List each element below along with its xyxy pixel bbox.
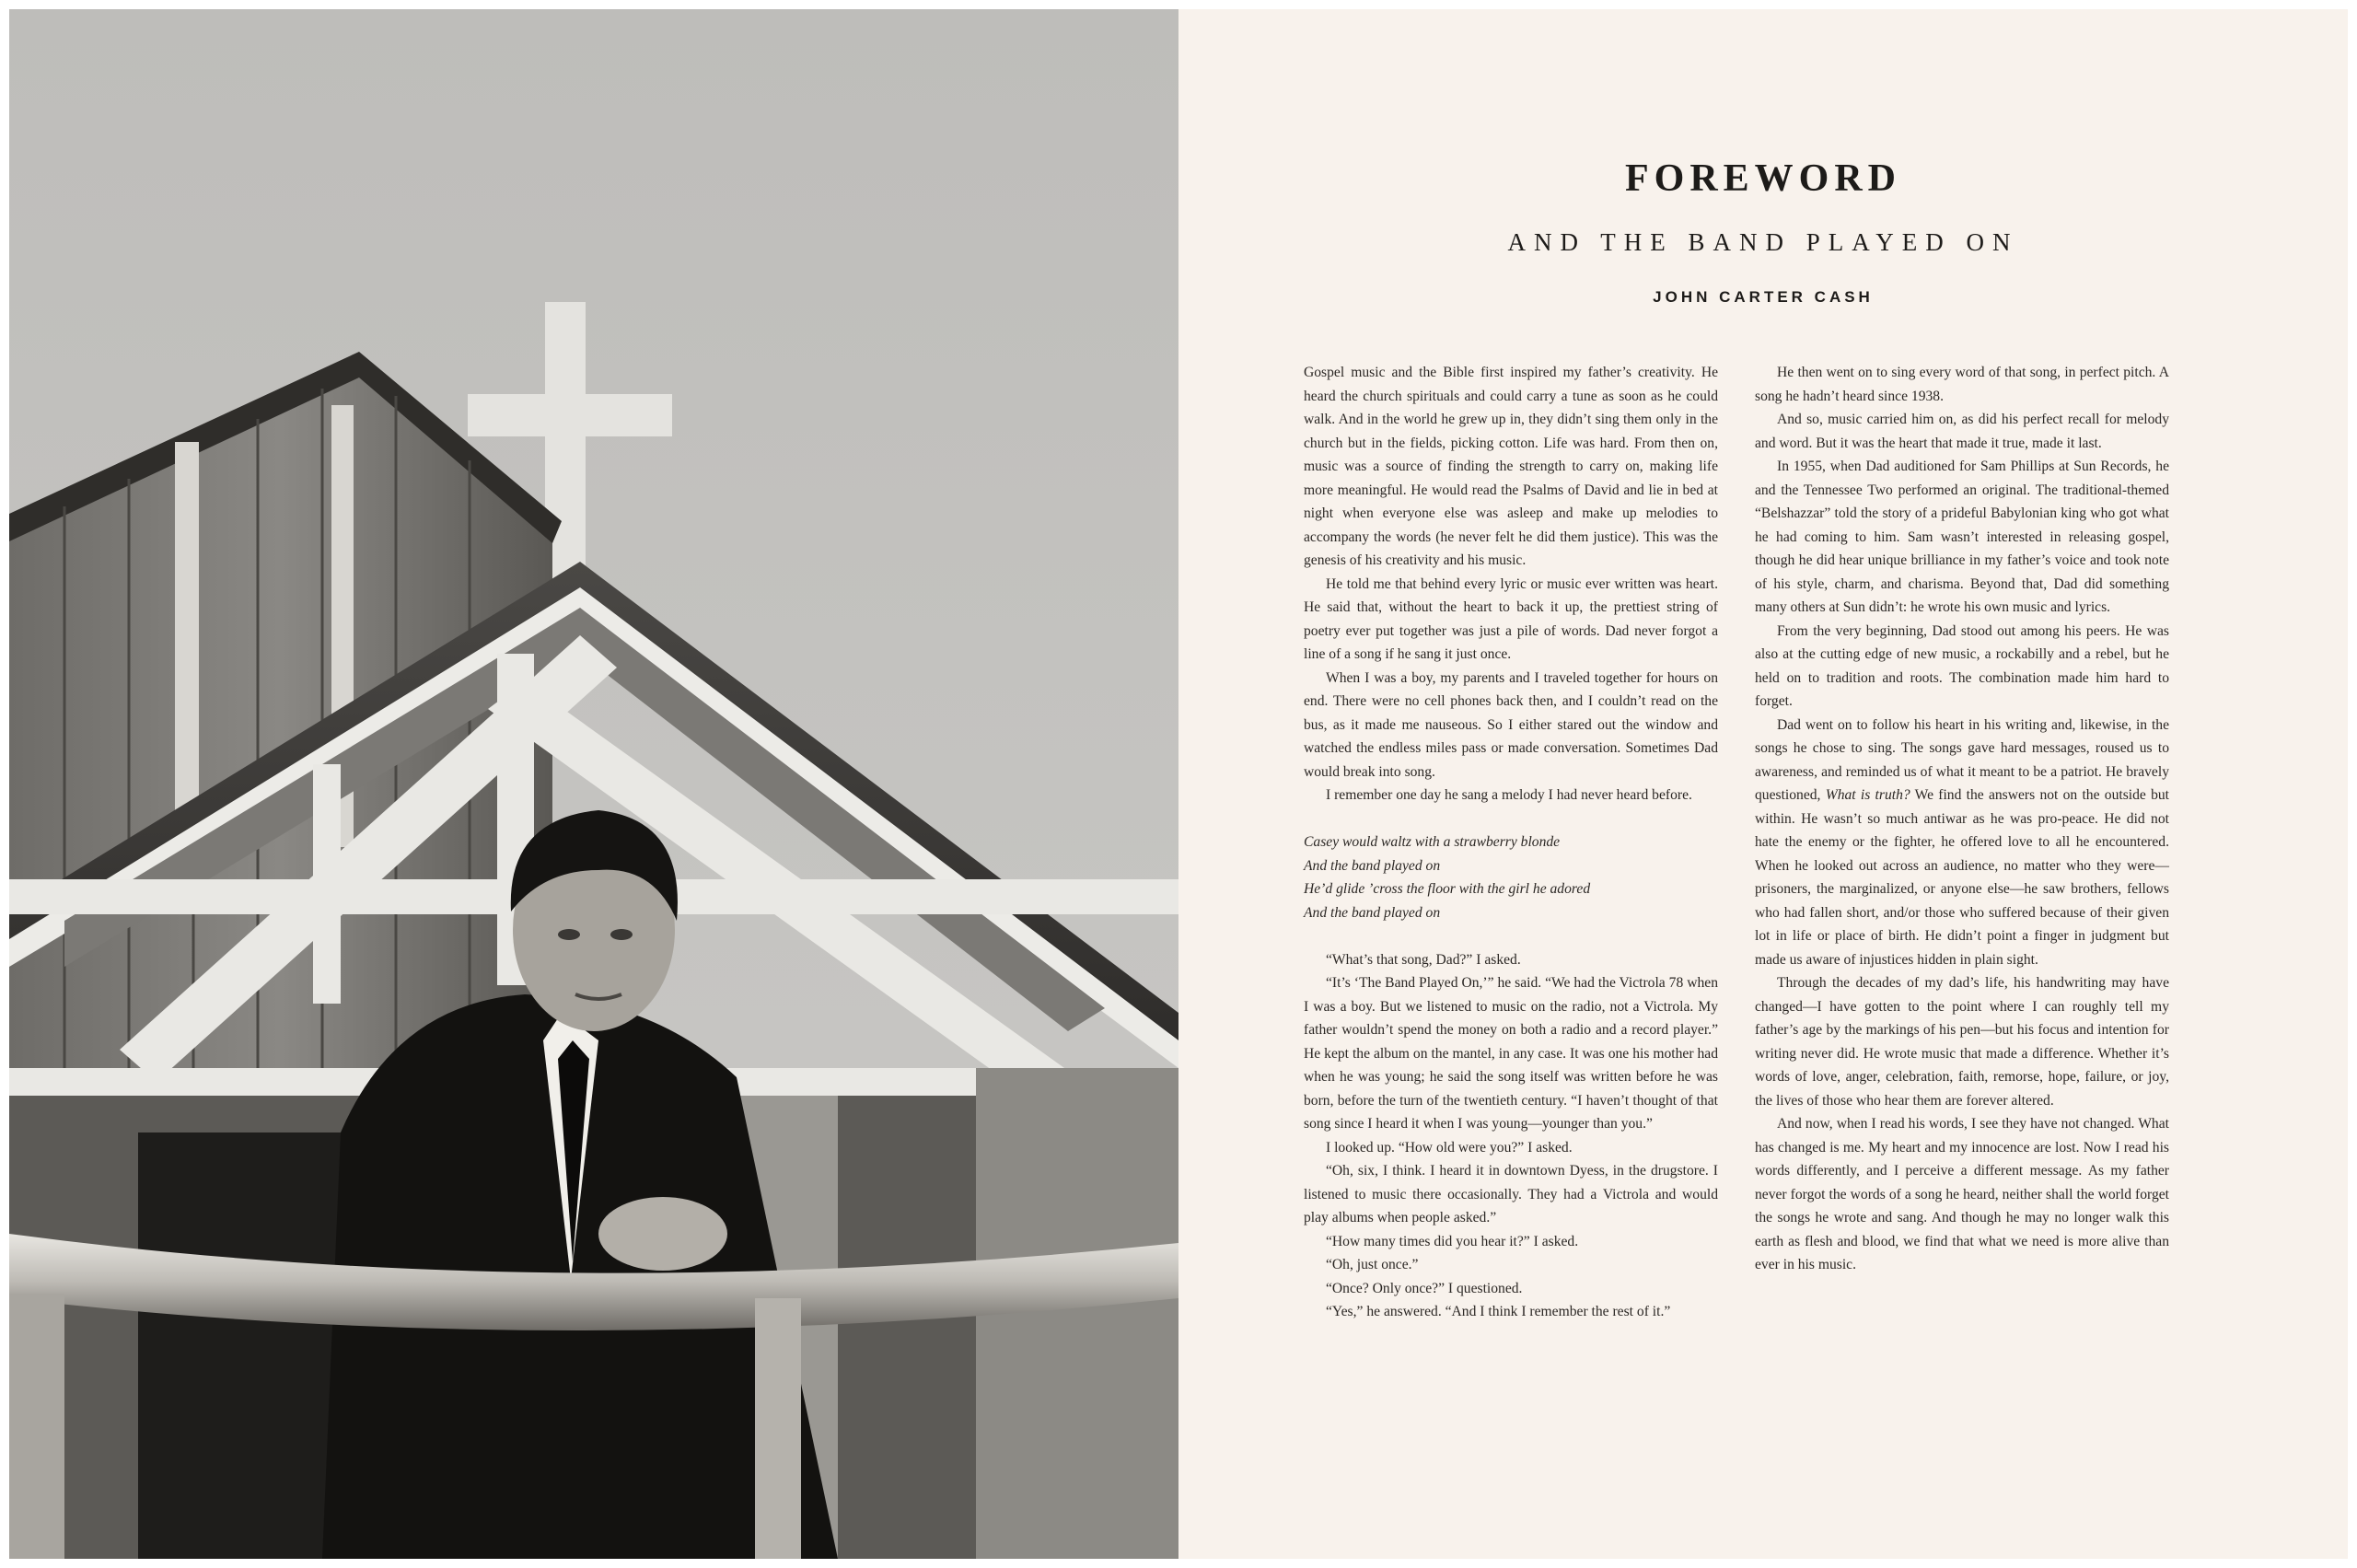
paragraph: He told me that behind every lyric or music ever written was heart. He said that, without the heart to back it up, the prettiest string of poetry ever put together was just a pile of words. Dad never forgot a line of a song if he sang it just once. (1304, 575, 1718, 662)
verse-line: He’d glide ’cross the floor with the girl he adored (1304, 881, 1591, 897)
verse-line: And the band played on (1304, 904, 1441, 921)
author-name: JOHN CARTER CASH (1653, 288, 1874, 306)
paragraph: “Once? Only once?” I questioned. (1326, 1280, 1523, 1296)
chapter-title: FOREWORD (1625, 157, 1901, 200)
paragraph: I remember one day he sang a melody I had never heard before. (1326, 787, 1692, 803)
paragraph-text: Dad went on to follow his heart in his writing and, likewise, in the songs he chose to sing. The songs gave hard messages, roused us to awareness, and reminded us of what it meant to be a patriot. He bravely questioned, (1755, 716, 2169, 803)
paragraph: “What’s that song, Dad?” I asked. (1326, 951, 1521, 968)
verse-line: And the band played on (1304, 857, 1441, 874)
book-spread (9, 9, 2348, 1559)
paragraph-text: We find the answers not on the outside but within. He wasn’t so much antiwar as he was pro-peace. He did not hate the enemy or the fighter, he offered love to all he encountered. When he looked out across an audience, no matter who they were—prisoners, the marginalized, or anyone else—he saw brothers, fellows who had fallen short, and/or those who suffered because of their given lot in life or place of birth. He didn’t point a finger in judgment but made us aware of injustices hidden in plain sight. (1755, 787, 2169, 968)
text-column-right (1755, 361, 2169, 1277)
paragraph: When I was a boy, my parents and I traveled together for hours on end. There were no cell phones back then, and I couldn’t read on the bus, as it made me nauseous. So I either stared out the window and watched the endless miles pass or made conversation. Sometimes Dad would break into song. (1304, 669, 1718, 780)
text-page (1178, 9, 2348, 1559)
paragraph: “How many times did you hear it?” I asked. (1326, 1233, 1579, 1249)
paragraph: He then went on to sing every word of that song, in perfect pitch. A song he hadn’t heard since 1938. (1755, 365, 2169, 404)
paragraph: In 1955, when Dad auditioned for Sam Phillips at Sun Records, he and the Tennessee Two performed an original. The traditional-themed “Belshazzar” told the story of a prideful Babylonian king who got what he had coming to him. Sam wasn’t interested in releasing gospel, though he did hear unique brilliance in my father’s voice and took note of his style, charm, and charisma. Beyond that, Dad did something many others at Sun didn’t: he wrote his own music and lyrics. (1755, 459, 2169, 615)
paragraph: “Yes,” he answered. “And I think I remember the rest of it.” (1326, 1304, 1671, 1319)
paragraph: “It’s ‘The Band Played On,’” he said. “We had the Victrola 78 when I was a boy. But we listened to music on the radio, not a Victrola. My father wouldn’t spend the money on both a radio and a record player.” He kept the album on the mantel, in any case. It was one his mother had when he was young; he said the song itself was written before he was born, before the turn of the twentieth century. “I haven’t thought of that song since I heard it when I was young—younger than you.” (1304, 975, 1718, 1132)
text-column-left (1304, 361, 1718, 1324)
paragraph: “Oh, six, I think. I heard it in downtown Dyess, in the drugstore. I listened to music there occasionally. They had a Victrola and would play albums when people asked.” (1304, 1163, 1718, 1225)
paragraph (1755, 714, 2169, 972)
italic-phrase: What is truth? (1825, 787, 1910, 803)
portrait-photo (9, 9, 1178, 1559)
verse-line: Casey would waltz with a strawberry blonde (1304, 834, 1561, 850)
paragraph: Through the decades of my dad’s life, his handwriting may have changed—I have gotten to the point where I can roughly tell my father’s age by the markings of his pen—but his focus and intention for writing never did. He wrote music that made a difference. Whether it’s words of love, anger, celebration, faith, remorse, hope, failure, or joy, the lives of those who hear them are forever altered. (1755, 975, 2169, 1109)
photo-page (9, 9, 1178, 1559)
paragraph: Gospel music and the Bible first inspired my father’s creativity. He heard the church spirituals and could carry a tune as soon as he could walk. And in the world he grew up in, they didn’t sing them only in the church but in the fields, picking cotton. Life was hard. From then on, music was a source of finding the strength to carry on, making life more meaningful. He would read the Psalms of David and lie in bed at night when everyone else was asleep and make up melodies to accompany the words (he never felt he did them justice). This was the genesis of his creativity and his music. (1304, 365, 1718, 568)
paragraph: From the very beginning, Dad stood out among his peers. He was also at the cutting edge of new music, a rockabilly and a rebel, but he held on to tradition and roots. The combination made him hard to forget. (1755, 622, 2169, 709)
paragraph: “Oh, just once.” (1326, 1257, 1419, 1272)
paragraph: I looked up. “How old were you?” I asked. (1326, 1139, 1573, 1156)
paragraph: And so, music carried him on, as did his perfect recall for melody and word. But it was the heart that made it true, made it last. (1755, 412, 2169, 451)
paragraph: And now, when I read his words, I see they have not changed. What has changed is me. My heart and my innocence are lost. Now I read his words differently, and I perceive a different message. As my father never forgot the words of a song he heard, neither shall the world forget the songs he wrote and sang. And though he may no longer walk this earth as flesh and blood, we find that what we need is more alive than ever in his music. (1755, 1116, 2169, 1272)
chapter-subtitle: AND THE BAND PLAYED ON (1507, 228, 2019, 256)
